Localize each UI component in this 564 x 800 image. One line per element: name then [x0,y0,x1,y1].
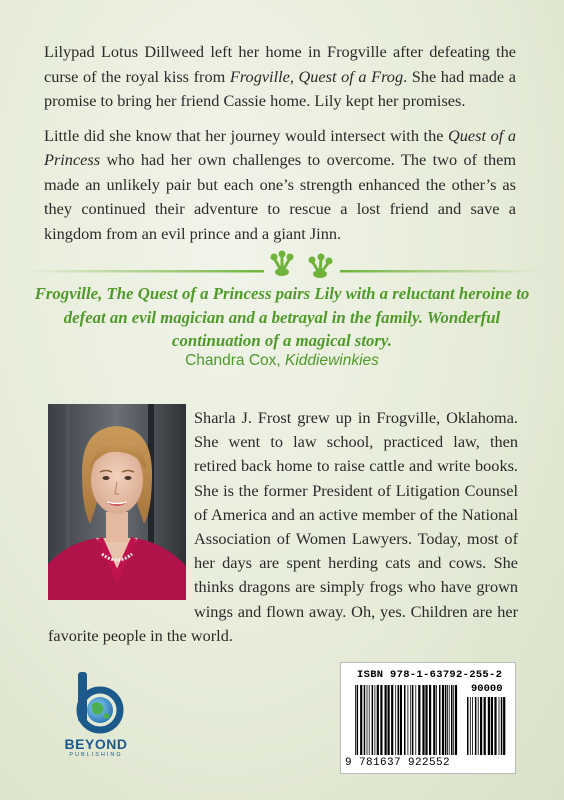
barcode-bar [412,685,414,755]
barcode-bar [491,697,493,755]
barcode-bar [467,697,469,755]
review-attribution [34,352,530,370]
barcode-bar [360,685,362,755]
barcode-bar [395,685,396,755]
barcode-bar [415,685,416,755]
barcode-bar [391,685,393,755]
barcode-bar [357,685,359,755]
barcode-bar [380,685,382,755]
barcode-bar [422,685,424,755]
barcode-bar [367,685,368,755]
review-quote: Frogville, The Quest of a Princess pairs Lily with a reluctant heroine to defeat an evil magician and a betrayal in the family. Wonderful continuation of a magical story. [34,284,530,350]
barcode-bar [388,685,390,755]
barcode-bar [447,685,448,755]
barcode-bar [494,697,496,755]
barcode-bar [472,697,473,755]
back-cover-blurb [44,40,516,256]
barcode-bar [470,697,471,755]
isbn-barcode [340,662,516,774]
review-publication: Kiddiewinkies [285,352,379,369]
barcode-bar [439,685,441,755]
barcode-bar [364,685,366,755]
barcode-bar [408,685,409,755]
barcode-bar [503,697,505,755]
author-bio-text: Sharla J. Frost grew up in Frogville, Oklahoma. She went to law school, practiced law, then retired back home to raise cattle and write books. She is the former President of Litigation Counsel of America and an active member of the National Association of Women Lawyers. Today, most of her days are spent herding cats and cows. She thinks dragons are simply frogs who have grown wings and flown away. Oh, yes. Children are her favorite people in the world. [48,408,518,645]
barcode-digits: 9 781637 922552 [345,757,451,769]
barcode-bar [372,685,374,755]
author-bio [48,406,518,648]
barcode-bar [488,697,490,755]
book-title-quest-of-a-frog: Frogville, Quest of a Frog [229,66,404,86]
barcode-bar [501,697,503,755]
barcode-bar [404,685,406,755]
barcode-bar [385,685,387,755]
barcode-bar [499,697,500,755]
barcode-bar [400,685,402,755]
barcode-bar [429,685,431,755]
barcode-bar [455,685,457,755]
barcode-bar [418,685,420,755]
barcode-bar [410,685,411,755]
barcode-bar [375,685,376,755]
book-title-quest-of-a-princess: Quest of a Princess [44,125,516,169]
barcode-bar [475,697,477,755]
barcode-bar [398,685,400,755]
blurb-paragraph-2: Little did she know that her journey would intersect with the Quest of a Princess who had her own challenges to overcome. The two of them made an unlikely pair but each one’s strength enhanced the other’s as they continued their adventure to rescue a lost friend and save a kingdom from an evil prince and a giant Jinn. [44,125,516,243]
blurb-paragraph-1: Lilypad Lotus Dillweed left her home in Frogville after defeating the curse of the royal kiss from Frogville, Quest of a Frog. She had made a promise to bring her friend Cassie home. Lily kept her promises. [44,42,516,110]
beyond-publishing-logo-icon [48,670,144,770]
bio-photo-spacer [48,406,194,600]
barcode-bar [453,685,454,755]
barcode-bar [425,685,427,755]
barcode-bar [449,685,450,755]
isbn-number: ISBN 978-1-63792-255-2 [357,669,503,681]
barcode-bar [445,685,447,755]
publisher-logo-mark [48,670,144,736]
barcode-bar [369,685,370,755]
barcode-bar [478,697,479,755]
barcode-bar [355,685,356,755]
reviewer-name: Chandra Cox, [185,352,286,369]
publisher-name: BEYOND [64,736,128,752]
price-code: 90000 [471,683,503,695]
frog-feet-divider-icon [24,250,540,280]
barcode-bar [433,685,435,755]
publisher-tagline: PUBLISHING [69,752,123,758]
barcode-bar [442,685,444,755]
barcode-bar [451,685,453,755]
barcode-bar [377,685,379,755]
barcode-bar [436,685,437,755]
barcode-bar [484,697,486,755]
barcode-bar [480,697,482,755]
